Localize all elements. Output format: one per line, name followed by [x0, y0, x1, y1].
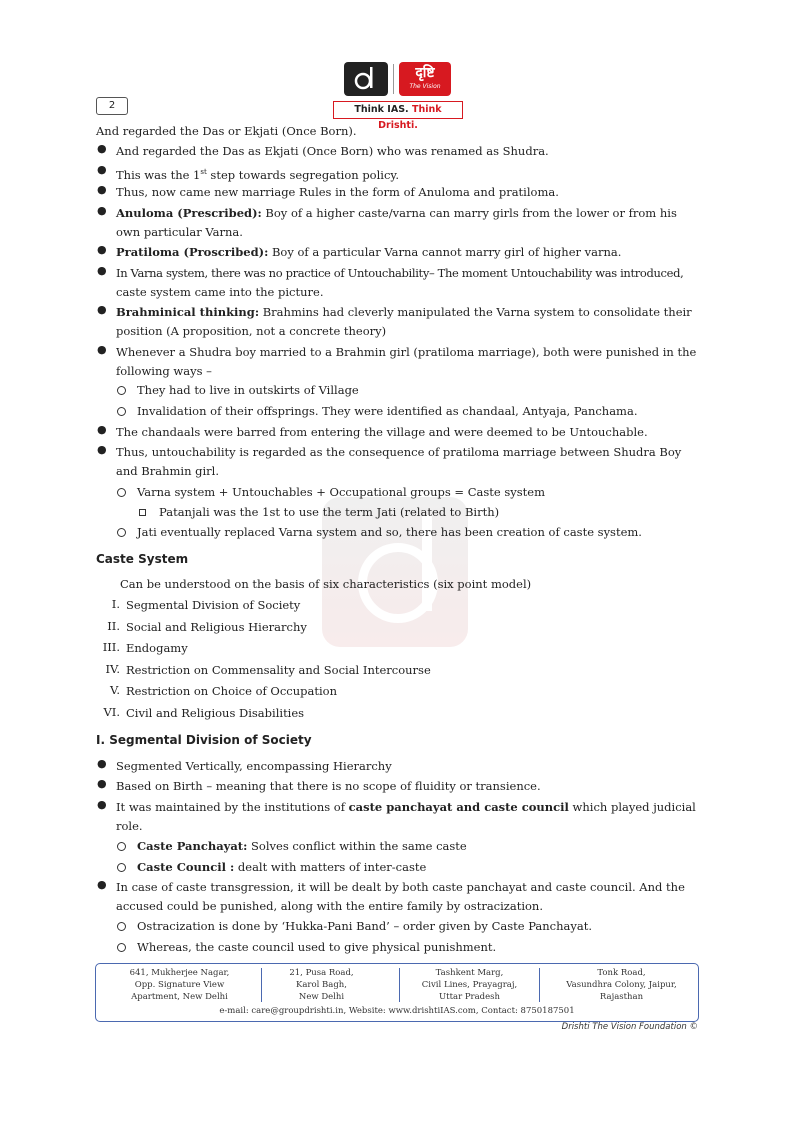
sub-list-item: Caste Council : dealt with matters of inter-caste	[137, 860, 427, 874]
section-intro: Can be understood on the basis of six characteristics (six point model)	[120, 577, 532, 591]
section-heading: I. Segmental Division of Society	[96, 733, 312, 747]
tagline	[333, 101, 463, 131]
sub-list-item: Varna system + Untouchables + Occupational groups = Caste system	[137, 485, 545, 499]
list-item-cont: role.	[116, 819, 143, 833]
list-item: In Varna system, there was no practice of Untouchability– The moment Untouchability was introduced,	[116, 266, 684, 280]
footer-address-1: 641, Mukherjee Nagar, Opp. Signature View Apartment, New Delhi	[129, 968, 230, 1002]
sub-list-item: Ostracization is done by ‘Hukka-Pani Band’ – order given by Caste Panchayat.	[137, 919, 593, 933]
bullet-icon: ●	[97, 423, 107, 436]
logo-d-icon	[354, 66, 376, 90]
sub-sub-list-item: Patanjali was the 1st to use the term Jati (related to Birth)	[159, 505, 500, 519]
numbered-item: Segmental Division of Society	[126, 598, 301, 612]
numbered-item: Restriction on Choice of Occupation	[126, 684, 337, 698]
numbered-item: Civil and Religious Disabilities	[126, 706, 305, 720]
tagline-b: Think Drishti.	[378, 104, 442, 131]
sub-list-item: Whereas, the caste council used to give physical punishment.	[137, 940, 497, 954]
list-item: Anuloma (Prescribed): Boy of a higher caste/varna can marry girls from the lower or from his	[116, 206, 677, 220]
footer-divider	[539, 968, 540, 1002]
bullet-icon: ●	[97, 204, 107, 217]
square-bullet-icon	[139, 509, 146, 516]
footer-address-3: Tashkent Marg, Civil Lines, Prayagraj, Uttar Pradesh	[421, 968, 518, 1002]
roman-numeral: IV.	[105, 662, 120, 676]
list-item-cont: following ways –	[116, 364, 212, 378]
drishti-logo-d	[344, 62, 388, 96]
numbered-item: Social and Religious Hierarchy	[126, 620, 307, 634]
bullet-icon: ●	[97, 264, 107, 277]
drishti-logo-hindi	[399, 62, 451, 96]
logo-hindi-text: दृष्टि	[415, 65, 435, 81]
list-item: The chandaals were barred from entering the village and were deemed to be Untouchable.	[116, 425, 648, 439]
bullet-icon: ●	[97, 798, 107, 811]
bullet-icon: ●	[97, 777, 107, 790]
page-number: 2	[96, 97, 128, 115]
tagline-a: Think IAS.	[354, 104, 409, 115]
sub-list-item: Invalidation of their offsprings. They were identified as chandaal, Antyaja, Panchama.	[137, 404, 638, 418]
roman-numeral: VI.	[103, 705, 120, 719]
bullet-icon: ●	[97, 142, 107, 155]
sub-bullet-icon	[117, 943, 126, 952]
bullet-icon: ●	[97, 163, 107, 176]
bullet-icon: ●	[97, 443, 107, 456]
list-item: Segmented Vertically, encompassing Hierarchy	[116, 759, 392, 773]
footer-address-box	[95, 963, 699, 1022]
sub-bullet-icon	[117, 407, 126, 416]
list-item-cont: caste system came into the picture.	[116, 285, 324, 299]
bullet-icon: ●	[97, 183, 107, 196]
list-item-cont: own particular Varna.	[116, 225, 243, 239]
roman-numeral: III.	[102, 640, 120, 654]
numbered-item: Endogamy	[126, 641, 188, 655]
footer-contact: e-mail: care@groupdrishti.in, Website: www.drishtiIAS.com, Contact: 8750187501	[219, 1006, 575, 1016]
numbered-item: Restriction on Commensality and Social Intercourse	[126, 663, 431, 677]
sub-bullet-icon	[117, 842, 126, 851]
list-item: Thus, now came new marriage Rules in the form of Anuloma and pratiloma.	[116, 185, 559, 199]
footer-address-2: 21, Pusa Road, Karol Bagh, New Delhi	[289, 968, 354, 1002]
list-item: Based on Birth – meaning that there is no scope of fluidity or transience.	[116, 779, 541, 793]
logo-subtitle: The Vision	[409, 83, 441, 90]
bullet-icon: ●	[97, 878, 107, 891]
bullet-icon: ●	[97, 243, 107, 256]
list-item: Whenever a Shudra boy married to a Brahmin girl (pratiloma marriage), both were punished in the	[116, 345, 697, 359]
list-item: It was maintained by the institutions of caste panchayat and caste council which played judicial	[116, 800, 696, 814]
bullet-icon: ●	[97, 303, 107, 316]
list-item-cont: position (A proposition, not a concrete theory)	[116, 324, 387, 338]
sub-bullet-icon	[117, 863, 126, 872]
list-item: And regarded the Das as Ekjati (Once Born) who was renamed as Shudra.	[116, 144, 549, 158]
list-item: This was the 1st step towards segregation policy.	[116, 167, 400, 182]
list-item: In case of caste transgression, it will be dealt by both caste panchayat and caste council. And the	[116, 880, 685, 894]
footer-address-4: Tonk Road, Vasundhra Colony, Jaipur, Rajasthan	[566, 968, 677, 1002]
logo-separator	[393, 64, 394, 94]
intro-line: And regarded the Das or Ekjati (Once Born).	[96, 124, 357, 138]
bullet-icon: ●	[97, 343, 107, 356]
sub-bullet-icon	[117, 488, 126, 497]
list-item: Pratiloma (Proscribed): Boy of a particular Varna cannot marry girl of higher varna.	[116, 245, 622, 259]
sub-bullet-icon	[117, 528, 126, 537]
copyright: Drishti The Vision Foundation ©	[561, 1022, 698, 1032]
sub-list-item: They had to live in outskirts of Village	[137, 383, 359, 397]
sub-list-item: Jati eventually replaced Varna system and so, there has been creation of caste system.	[137, 525, 642, 539]
list-item: Brahminical thinking: Brahmins had cleverly manipulated the Varna system to consolidate their	[116, 305, 692, 319]
list-item-cont: accused could be punished, along with the entire family by ostracization.	[116, 899, 543, 913]
roman-numeral: V.	[110, 683, 120, 697]
bullet-icon: ●	[97, 757, 107, 770]
sub-bullet-icon	[117, 386, 126, 395]
roman-numeral: II.	[107, 619, 120, 633]
section-heading: Caste System	[96, 552, 189, 566]
sub-bullet-icon	[117, 922, 126, 931]
list-item-cont: and Brahmin girl.	[116, 464, 220, 478]
list-item: Thus, untouchability is regarded as the consequence of pratiloma marriage between Shudra Boy	[116, 445, 682, 459]
sub-list-item: Caste Panchayat: Solves conflict within the same caste	[137, 839, 467, 853]
roman-numeral: I.	[111, 597, 120, 611]
footer-divider	[399, 968, 400, 1002]
